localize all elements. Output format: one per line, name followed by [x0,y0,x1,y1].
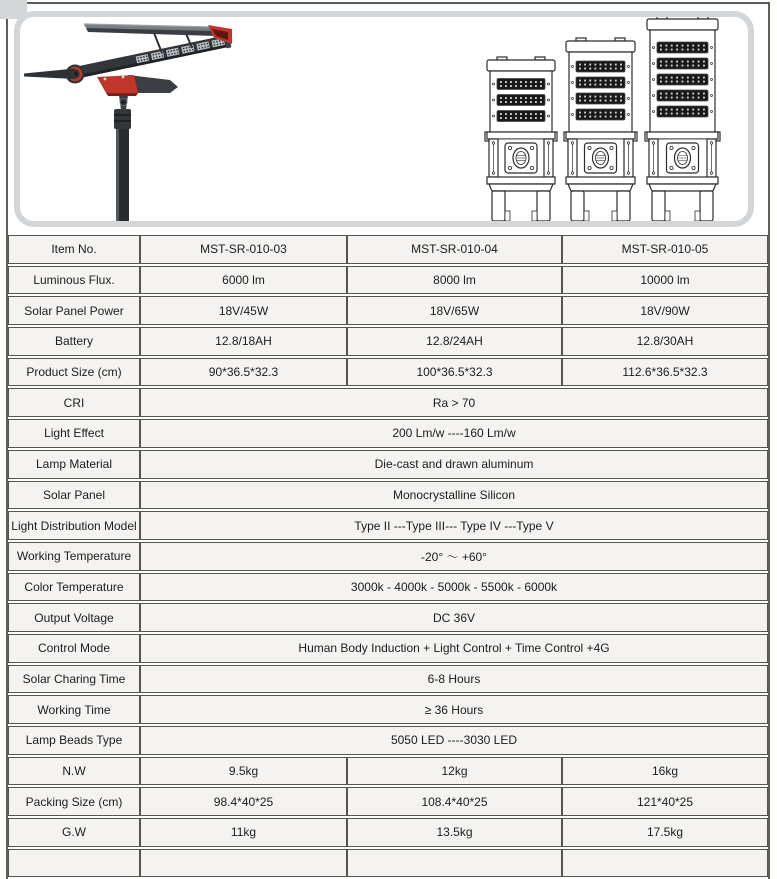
table-row [8,388,768,417]
row-value-cell: 12.8/30AH [562,327,768,356]
table-row [8,787,768,816]
light-head-photo [564,38,637,221]
row-value-cell: 98.4*40*25 [140,787,347,816]
row-value-cell: 18V/65W [347,296,562,325]
table-row [8,266,768,295]
table-row [8,358,768,387]
row-value-cell-merged: Ra > 70 [140,388,768,417]
corner-decoration [0,0,27,19]
table-row [8,634,768,663]
row-label-cell: N.W [8,757,140,786]
row-value-cell-merged: Die-cast and drawn aluminum [140,450,768,479]
row-value-cell: 108.4*40*25 [347,787,562,816]
row-value-cell: 12.8/24AH [347,327,562,356]
row-value-cell: 12kg [347,757,562,786]
row-label-cell: Lamp Material [8,450,140,479]
row-value-cell: 18V/45W [140,296,347,325]
table-row [8,327,768,356]
row-value-cell-merged: ≥ 36 Hours [140,695,768,724]
table-row [8,818,768,847]
row-label-cell: G.W [8,818,140,847]
table-row [8,481,768,510]
row-label-cell: Battery [8,327,140,356]
table-row [8,235,768,264]
row-value-cell-merged: 3000k - 4000k - 5000k - 5500k - 6000k [140,573,768,602]
row-label-cell: Color Temperature [8,573,140,602]
product-photo-section [8,4,768,233]
row-label-cell: Light Distribution Model [8,511,140,540]
row-label-cell: Output Voltage [8,603,140,632]
row-label-cell [8,849,140,878]
row-value-cell: 8000 lm [347,266,562,295]
table-row [8,511,768,540]
row-value-cell-merged: 5050 LED ----3030 LED [140,726,768,755]
row-value-cell: 121*40*25 [562,787,768,816]
table-row [8,296,768,325]
row-value-cell: 11kg [140,818,347,847]
light-head-photos [485,17,720,221]
row-value-cell-merged: -20° ～ +60° [140,542,768,571]
row-label-cell: Luminous Flux. [8,266,140,295]
row-label-cell: Product Size (cm) [8,358,140,387]
row-value-cell: 17.5kg [562,818,768,847]
table-row [8,665,768,694]
table-row [8,726,768,755]
table-row [8,450,768,479]
table-row [8,603,768,632]
row-value-cell-merged: Human Body Induction + Light Control + Time Control +4G [140,634,768,663]
row-label-cell: Working Temperature [8,542,140,571]
row-label-cell: Item No. [8,235,140,264]
row-label-cell: Lamp Beads Type [8,726,140,755]
product-photo-card [14,11,754,227]
row-value-cell: 112.6*36.5*32.3 [562,358,768,387]
spec-table [8,233,768,879]
row-label-cell: Solar Charing Time [8,665,140,694]
row-value-cell-merged: Monocrystalline Silicon [140,481,768,510]
table-row [8,695,768,724]
row-value-cell: 16kg [562,757,768,786]
table-row [8,542,768,571]
row-value-cell [347,849,562,878]
row-value-cell: 18V/90W [562,296,768,325]
row-value-cell: MST-SR-010-04 [347,235,562,264]
row-value-cell-merged: Type II ---Type III--- Type IV ---Type V [140,511,768,540]
table-row [8,757,768,786]
solar-street-light-photo [24,24,232,221]
row-value-cell: 6000 lm [140,266,347,295]
row-value-cell-merged: 200 Lm/w ----160 Lm/w [140,419,768,448]
row-value-cell: 9.5kg [140,757,347,786]
row-label-cell: Solar Panel Power [8,296,140,325]
light-head-photo [485,57,557,221]
row-value-cell: MST-SR-010-05 [562,235,768,264]
row-label-cell: Control Mode [8,634,140,663]
row-value-cell: 10000 lm [562,266,768,295]
row-label-cell: CRI [8,388,140,417]
row-value-cell: 12.8/18AH [140,327,347,356]
light-head-photo [645,17,720,221]
table-row [8,849,768,878]
row-label-cell: Light Effect [8,419,140,448]
row-label-cell: Solar Panel [8,481,140,510]
row-value-cell-merged: 6-8 Hours [140,665,768,694]
row-value-cell: 90*36.5*32.3 [140,358,347,387]
row-value-cell [562,849,768,878]
row-value-cell: MST-SR-010-03 [140,235,347,264]
row-value-cell [140,849,347,878]
row-value-cell: 100*36.5*32.3 [347,358,562,387]
row-label-cell: Working Time [8,695,140,724]
row-label-cell: Packing Size (cm) [8,787,140,816]
table-row [8,573,768,602]
page-frame [6,2,770,879]
product-photos [20,17,748,221]
table-row [8,419,768,448]
row-value-cell-merged: DC 36V [140,603,768,632]
row-value-cell: 13.5kg [347,818,562,847]
